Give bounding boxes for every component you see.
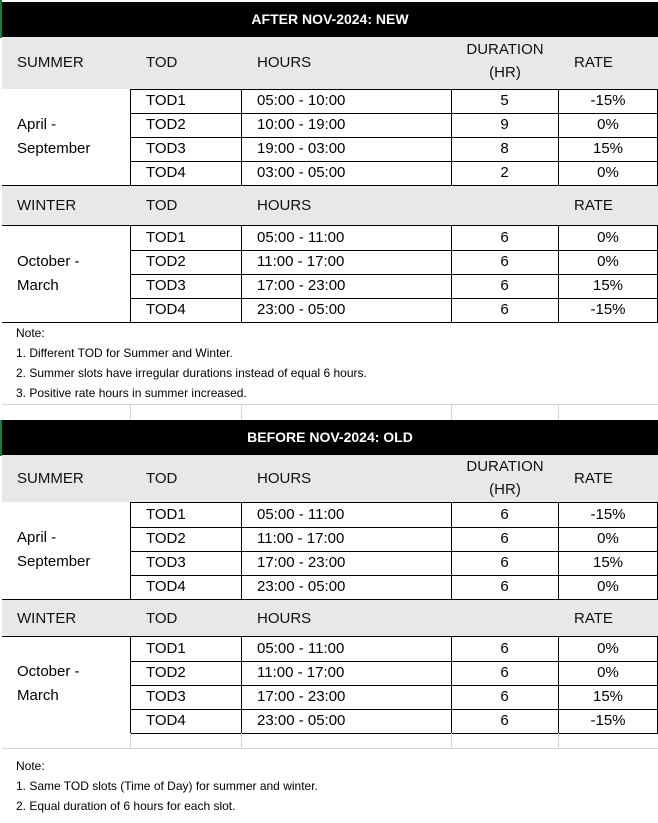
- tod-header: TOD: [146, 54, 178, 71]
- rate-cell: 15%: [592, 688, 624, 705]
- hours-cell: 05:00 - 10:00: [257, 92, 346, 109]
- duration-cell: 6: [500, 664, 509, 681]
- rate-cell: 0%: [597, 164, 619, 181]
- hours-header: HOURS: [257, 470, 312, 487]
- sheet-gridline: [558, 733, 559, 748]
- tod-cell: TOD3: [146, 277, 186, 294]
- grid-line: [130, 298, 658, 299]
- grid-line: [451, 502, 452, 599]
- hours-cell: 23:00 - 05:00: [257, 712, 346, 729]
- rate-cell: 0%: [597, 578, 619, 595]
- sheet-gridline: [2, 404, 658, 405]
- rate-cell: 0%: [597, 229, 619, 246]
- new-note-line: 3. Positive rate hours in summer increased.: [16, 386, 247, 400]
- tod-cell: TOD2: [146, 664, 186, 681]
- grid-line: [130, 89, 131, 185]
- grid-line: [241, 502, 242, 599]
- grid-line: [130, 709, 658, 710]
- grid-line: [558, 502, 559, 599]
- duration-cell: 6: [500, 640, 509, 657]
- grid-line: [451, 636, 452, 733]
- old-note-line: 1. Same TOD slots (Time of Day) for summer and winter.: [16, 779, 318, 793]
- duration-cell: 2: [500, 164, 509, 181]
- sheet-gridline: [130, 404, 131, 420]
- tod-cell: TOD4: [146, 578, 186, 595]
- new-note-title: Note:: [16, 326, 45, 340]
- tod-cell: TOD4: [146, 712, 186, 729]
- hours-cell: 11:00 - 17:00: [257, 664, 345, 681]
- rate-header: RATE: [574, 470, 613, 487]
- sheet-gridline: [2, 748, 658, 749]
- grid-line: [130, 527, 658, 528]
- grid-line: [130, 137, 658, 138]
- season-header: WINTER: [17, 610, 77, 627]
- grid-line: [130, 161, 658, 162]
- tod-cell: TOD1: [146, 506, 186, 523]
- rate-header: RATE: [574, 610, 613, 627]
- tod-cell: TOD4: [146, 164, 186, 181]
- duration-cell: 5: [500, 92, 509, 109]
- rate-cell: 0%: [597, 530, 619, 547]
- old-winter-header: [2, 600, 658, 637]
- tod-header: TOD: [146, 197, 178, 214]
- sheet-gridline: [451, 733, 452, 748]
- duration-header-line2: (HR): [489, 64, 521, 81]
- hours-header: HOURS: [257, 610, 312, 627]
- summer-period-line1: April -: [17, 529, 57, 546]
- duration-cell: 6: [500, 712, 509, 729]
- hours-cell: 10:00 - 19:00: [257, 116, 346, 133]
- old-section-title: BEFORE NOV-2024: OLD: [2, 420, 658, 455]
- grid-line: [130, 502, 131, 599]
- tod-cell: TOD2: [146, 530, 186, 547]
- duration-cell: 8: [500, 140, 509, 157]
- grid-line: [130, 274, 658, 275]
- tod-cell: TOD2: [146, 253, 186, 270]
- old-note-title: Note:: [16, 759, 45, 773]
- hours-cell: 17:00 - 23:00: [257, 554, 346, 571]
- summer-period-line2: September: [17, 553, 91, 570]
- tod-cell: TOD4: [146, 301, 186, 318]
- grid-line: [130, 502, 658, 503]
- rate-header: RATE: [574, 54, 613, 71]
- hours-header: HOURS: [257, 197, 312, 214]
- hours-cell: 11:00 - 17:00: [257, 530, 345, 547]
- grid-line: [130, 685, 658, 686]
- rate-cell: 15%: [592, 277, 624, 294]
- duration-cell: 6: [500, 530, 509, 547]
- hours-cell: 23:00 - 05:00: [257, 301, 346, 318]
- rate-cell: 0%: [597, 664, 619, 681]
- rate-header: RATE: [574, 197, 613, 214]
- grid-line: [451, 225, 452, 322]
- winter-period-line2: March: [17, 277, 59, 294]
- duration-cell: 6: [500, 688, 509, 705]
- winter-period-line1: October -: [17, 663, 80, 680]
- old-summer-header: [2, 455, 658, 502]
- new-winter-header: [2, 186, 658, 225]
- grid-line: [130, 89, 658, 90]
- grid-line: [558, 225, 559, 322]
- summer-period-line1: April -: [17, 116, 57, 133]
- rate-cell: 0%: [597, 253, 619, 270]
- hours-cell: 05:00 - 11:00: [257, 506, 345, 523]
- season-header: WINTER: [17, 197, 77, 214]
- tod-cell: TOD1: [146, 92, 186, 109]
- duration-header-line1: DURATION: [466, 41, 544, 58]
- hours-cell: 03:00 - 05:00: [257, 164, 346, 181]
- duration-cell: 6: [500, 253, 509, 270]
- season-header: SUMMER: [17, 54, 84, 71]
- tod-cell: TOD1: [146, 229, 186, 246]
- tod-cell: TOD2: [146, 116, 186, 133]
- rate-cell: -15%: [590, 301, 626, 318]
- duration-cell: 9: [500, 116, 509, 133]
- new-note-line: 1. Different TOD for Summer and Winter.: [16, 346, 233, 360]
- sheet-gridline: [130, 733, 131, 748]
- duration-header-line1: DURATION: [466, 458, 544, 475]
- hours-cell: 23:00 - 05:00: [257, 578, 346, 595]
- grid-line: [130, 225, 131, 322]
- rate-cell: 0%: [597, 640, 619, 657]
- grid-line: [2, 322, 658, 323]
- season-header: SUMMER: [17, 470, 84, 487]
- sheet-gridline: [241, 404, 242, 420]
- duration-cell: 6: [500, 578, 509, 595]
- sheet-gridline: [241, 733, 242, 748]
- grid-line: [2, 225, 658, 226]
- new-note-line: 2. Summer slots have irregular durations instead of equal 6 hours.: [16, 366, 367, 380]
- winter-period-line1: October -: [17, 253, 80, 270]
- duration-cell: 6: [500, 506, 509, 523]
- duration-cell: 6: [500, 277, 509, 294]
- hours-cell: 05:00 - 11:00: [257, 640, 345, 657]
- grid-line: [130, 250, 658, 251]
- grid-line: [130, 733, 658, 734]
- duration-cell: 6: [500, 229, 509, 246]
- grid-line: [130, 661, 658, 662]
- rate-cell: 15%: [592, 554, 624, 571]
- grid-line: [451, 89, 452, 185]
- winter-period-line2: March: [17, 687, 59, 704]
- grid-line: [130, 113, 658, 114]
- new-summer-header: [2, 37, 658, 89]
- summer-period-line2: September: [17, 140, 91, 157]
- rate-cell: -15%: [590, 92, 626, 109]
- grid-line: [241, 89, 242, 185]
- sheet-gridline: [451, 404, 452, 420]
- grid-line: [241, 225, 242, 322]
- old-note-line: 2. Equal duration of 6 hours for each slot.: [16, 799, 236, 813]
- rate-cell: 0%: [597, 116, 619, 133]
- hours-cell: 11:00 - 17:00: [257, 253, 345, 270]
- tod-header: TOD: [146, 470, 178, 487]
- grid-line: [241, 636, 242, 733]
- tod-header: TOD: [146, 610, 178, 627]
- grid-line: [558, 89, 559, 185]
- tod-cell: TOD1: [146, 640, 186, 657]
- duration-cell: 6: [500, 301, 509, 318]
- grid-line: [558, 636, 559, 733]
- duration-cell: 6: [500, 554, 509, 571]
- rate-cell: -15%: [590, 712, 626, 729]
- tod-cell: TOD3: [146, 688, 186, 705]
- grid-line: [130, 551, 658, 552]
- grid-line: [130, 575, 658, 576]
- tod-cell: TOD3: [146, 554, 186, 571]
- tod-cell: TOD3: [146, 140, 186, 157]
- duration-header-line2: (HR): [489, 481, 521, 498]
- hours-cell: 17:00 - 23:00: [257, 277, 346, 294]
- grid-line: [130, 636, 131, 733]
- hours-cell: 05:00 - 11:00: [257, 229, 345, 246]
- grid-line: [2, 636, 658, 637]
- hours-cell: 19:00 - 03:00: [257, 140, 346, 157]
- new-section-title: AFTER NOV-2024: NEW: [2, 2, 658, 37]
- hours-cell: 17:00 - 23:00: [257, 688, 346, 705]
- sheet-gridline: [558, 404, 559, 420]
- rate-cell: -15%: [590, 506, 626, 523]
- rate-cell: 15%: [592, 140, 624, 157]
- hours-header: HOURS: [257, 54, 312, 71]
